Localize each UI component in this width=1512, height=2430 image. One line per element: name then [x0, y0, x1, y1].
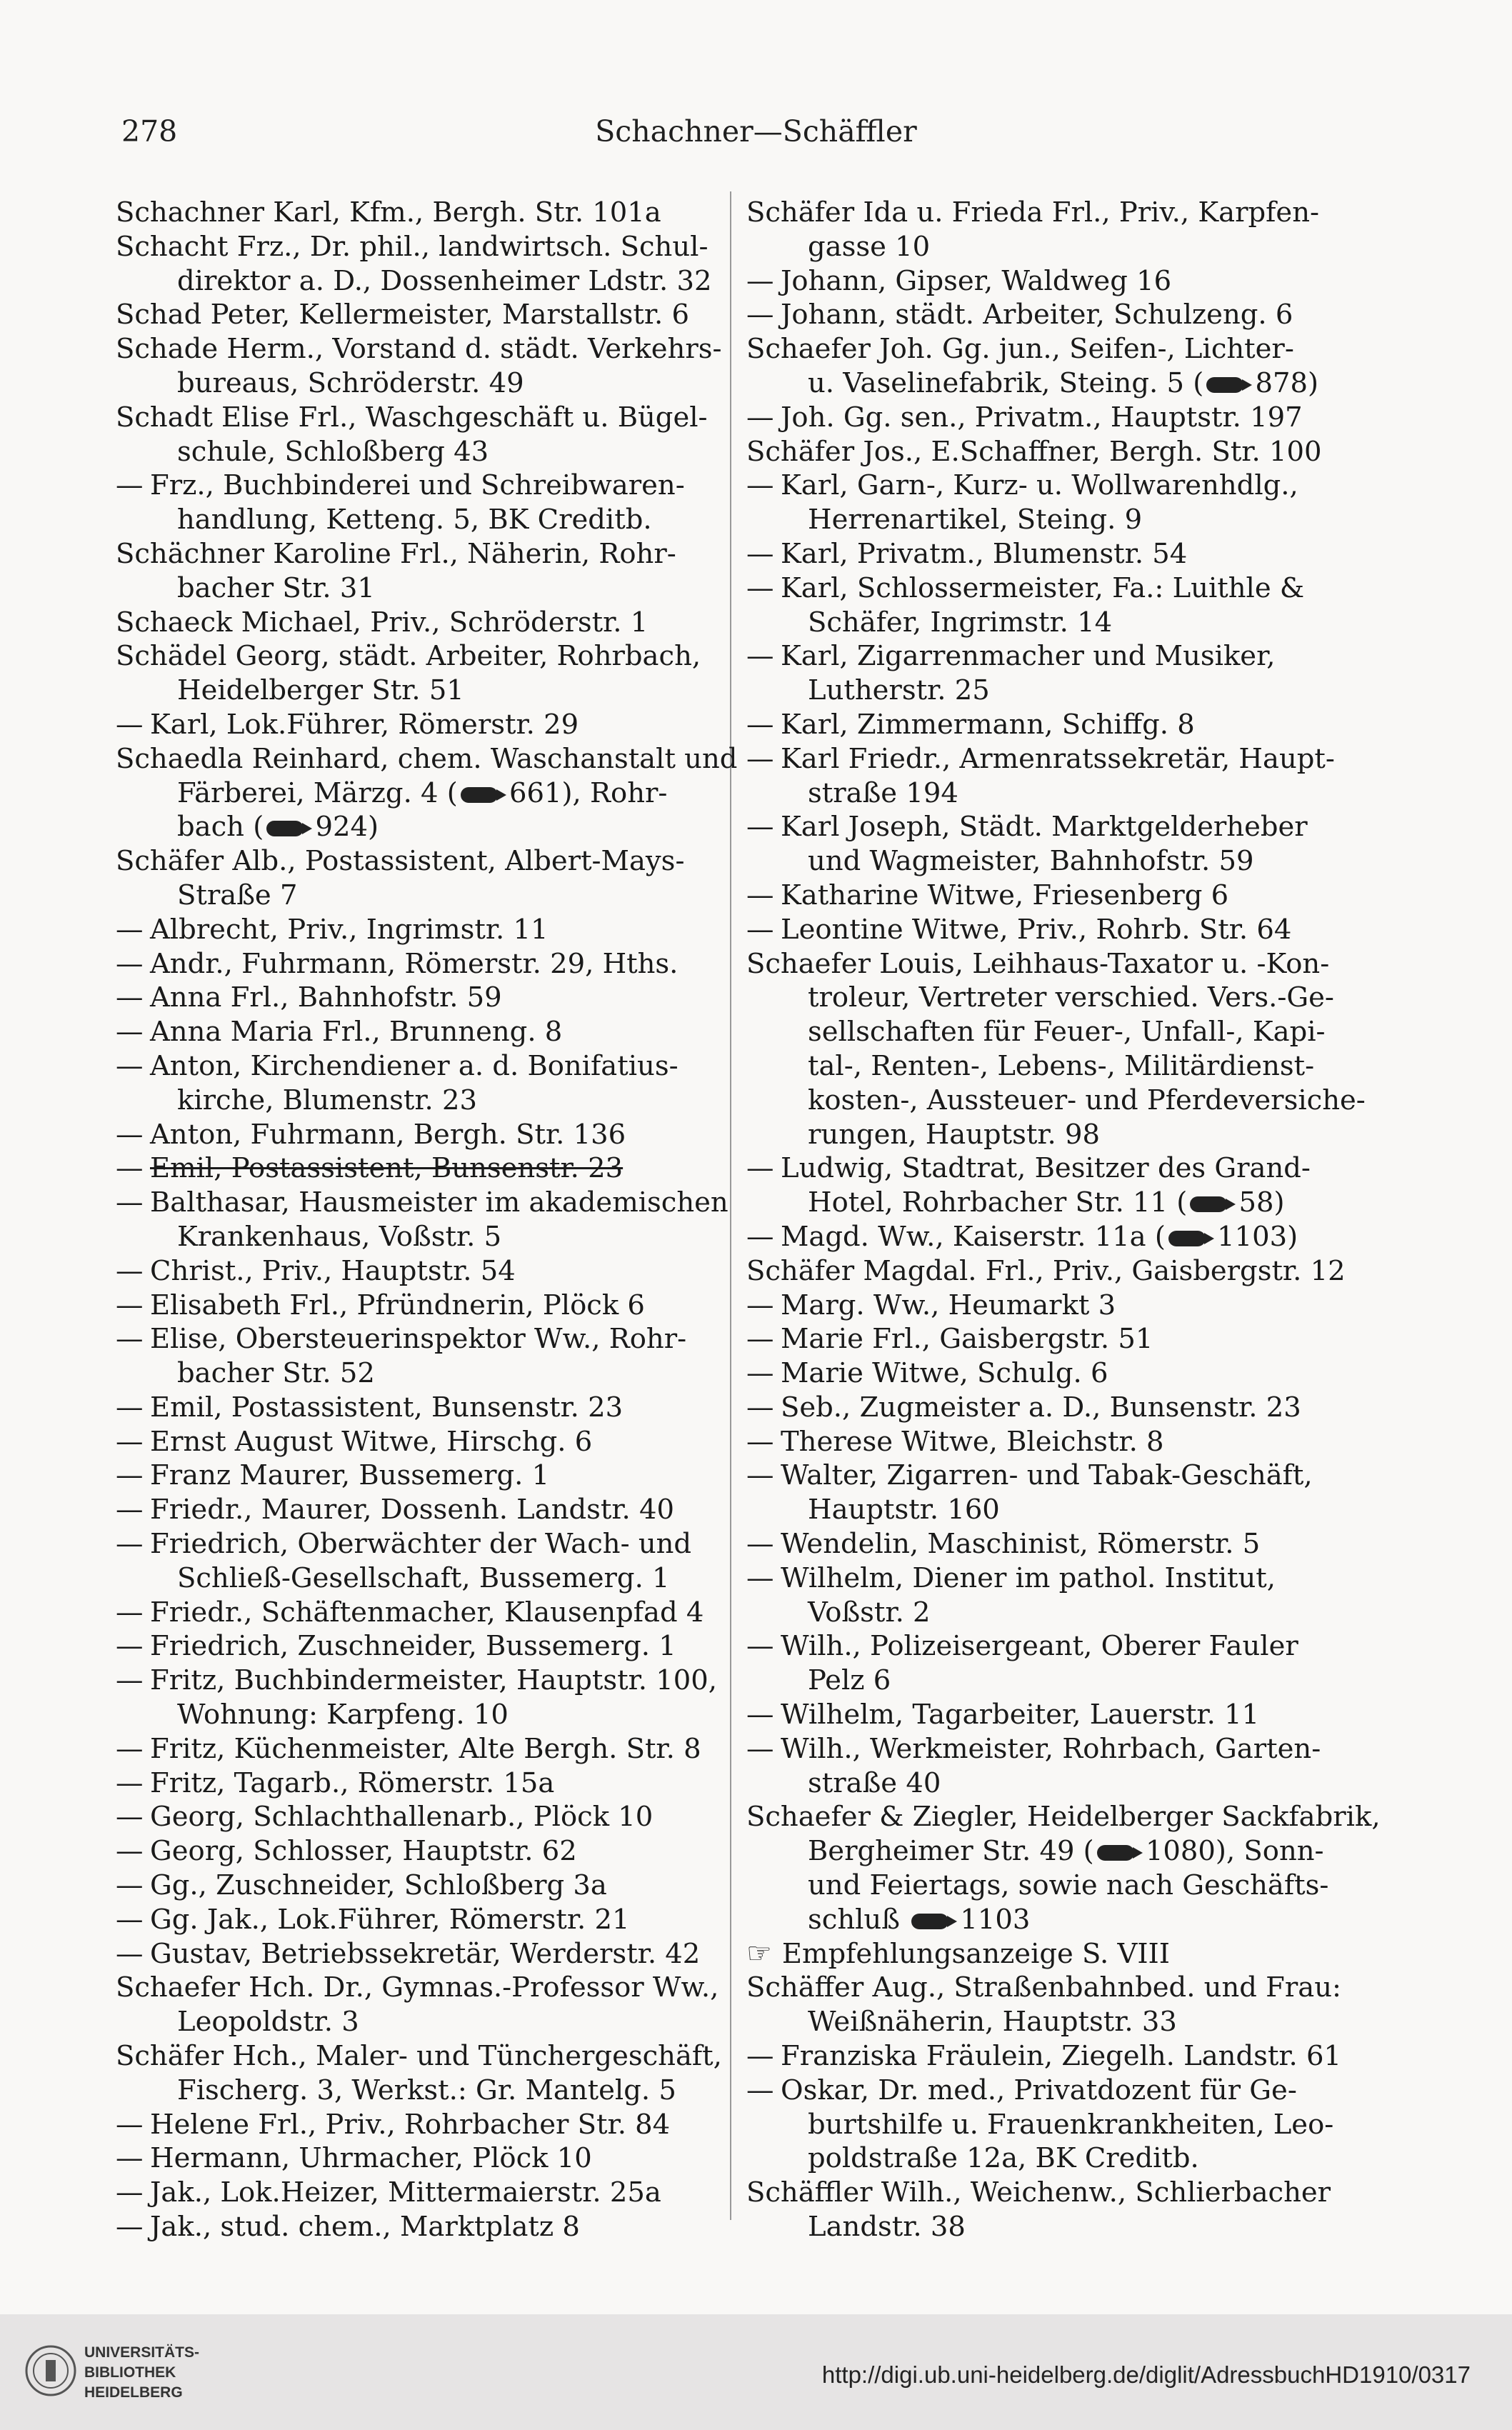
directory-entry [746, 1561, 1382, 1630]
ditto-dash: — [746, 1459, 774, 1492]
entry-line: — Gustav, Betriebssekretär, Werderstr. 42 [116, 1937, 701, 1970]
ditto-dash: — [116, 913, 144, 946]
directory-entry [746, 1322, 1382, 1356]
ditto-dash: — [746, 2040, 774, 2073]
ditto-dash: — [116, 2142, 144, 2175]
directory-entry [746, 401, 1382, 435]
entry-line: Schadt Elise Frl., Waschgeschäft u. Bügel- [116, 401, 708, 434]
ditto-dash: — [746, 469, 774, 502]
library-name: UNIVERSITÄTS- BIBLIOTHEK HEIDELBERG [84, 2344, 200, 2401]
entry-line: — Karl, Garn-, Kurz- u. Wollwarenhdlg., [746, 469, 1298, 502]
entry-continuation: tal-, Renten-, Lebens-, Militärdienst- [808, 1049, 1315, 1082]
directory-entry [116, 947, 730, 981]
ditto-dash: — [116, 1664, 144, 1697]
entry-continuation: Leopoldstr. 3 [177, 2006, 359, 2039]
directory-entry [116, 1493, 730, 1527]
entry-continuation: Pelz 6 [808, 1664, 891, 1697]
entry-continuation: Krankenhaus, Voßstr. 5 [177, 1220, 502, 1253]
entry-continuation: Wohnung: Karpfeng. 10 [177, 1699, 509, 1731]
telephone-icon [1097, 1845, 1134, 1861]
entry-continuation: schule, Schloßberg 43 [177, 435, 489, 468]
directory-entry [746, 639, 1382, 708]
ditto-dash: — [746, 1220, 774, 1253]
directory-entry [746, 1459, 1382, 1527]
entry-line: — Ernst August Witwe, Hirschg. 6 [116, 1425, 593, 1458]
entry-line: — Gg., Zuschneider, Schloßberg 3a [116, 1869, 607, 1902]
directory-entry [116, 230, 730, 299]
entry-line: — Ludwig, Stadtrat, Besitzer des Grand- [746, 1152, 1311, 1185]
entry-line: Schaefer Joh. Gg. jun., Seifen-, Lichter- [746, 333, 1294, 366]
ditto-dash: — [116, 1289, 144, 1321]
entry-continuation: Schließ-Gesellschaft, Bussemerg. 1 [177, 1561, 670, 1594]
telephone-icon [266, 821, 304, 836]
ditto-dash: — [746, 742, 774, 775]
ditto-dash: — [746, 1561, 774, 1594]
directory-entry [746, 1391, 1382, 1425]
entry-continuation: troleur, Vertreter verschied. Vers.-Ge- [808, 981, 1334, 1014]
ditto-dash: — [116, 469, 144, 502]
directory-entry [116, 1186, 730, 1254]
directory-entry [746, 1698, 1382, 1732]
ditto-dash: — [116, 1835, 144, 1868]
entry-line: Schachner Karl, Kfm., Bergh. Str. 101a [116, 196, 661, 229]
entry-line: — Georg, Schlosser, Hauptstr. 62 [116, 1835, 577, 1868]
entry-line: — Anna Maria Frl., Brunneng. 8 [116, 1016, 563, 1049]
directory-entry [746, 708, 1382, 742]
ditto-dash: — [116, 1016, 144, 1049]
directory-entry [116, 1322, 730, 1391]
directory-entry [116, 1869, 730, 1903]
ditto-dash: — [116, 1152, 144, 1185]
ditto-dash: — [746, 1699, 774, 1731]
entry-line: — Johann, Gipser, Waldweg 16 [746, 264, 1172, 297]
directory-entry [116, 401, 730, 469]
directory-entry [746, 435, 1382, 469]
directory-entry [116, 1254, 730, 1289]
entry-line: — Marie Frl., Gaisbergstr. 51 [746, 1323, 1153, 1356]
entry-continuation: Hotel, Rohrbacher Str. 11 ( 58) [808, 1186, 1285, 1219]
entry-continuation: poldstraße 12a, BK Creditb. [808, 2142, 1199, 2175]
directory-entry [746, 2074, 1382, 2176]
ditto-dash: — [116, 947, 144, 980]
entry-line: Schäfer Ida u. Frieda Frl., Priv., Karpfen- [746, 196, 1319, 229]
entry-continuation: Weißnäherin, Hauptstr. 33 [808, 2006, 1177, 2039]
telephone-icon [911, 1914, 948, 1929]
entry-continuation: bach ( 924) [177, 811, 379, 844]
viewer-footer [0, 2314, 1512, 2430]
directory-entry [746, 264, 1382, 299]
telephone-icon [1190, 1196, 1227, 1212]
ditto-dash: — [116, 1254, 144, 1287]
directory-entry [116, 1391, 730, 1425]
entry-line: — Franz Maurer, Bussemerg. 1 [116, 1459, 550, 1492]
ditto-dash: — [746, 1357, 774, 1390]
entry-line: Schaefer Louis, Leihhaus-Taxator u. -Kon- [746, 947, 1330, 980]
directory-entry [746, 913, 1382, 947]
entry-line: — Anton, Fuhrmann, Bergh. Str. 136 [116, 1118, 626, 1151]
ditto-dash: — [746, 2074, 774, 2106]
ditto-dash: — [746, 1630, 774, 1663]
directory-entry [746, 1289, 1382, 1323]
entry-line: — Wilh., Werkmeister, Rohrbach, Garten- [746, 1732, 1321, 1765]
entry-line: — Emil, Postassistent, Bunsenstr. 23 [116, 1391, 624, 1424]
directory-entry [746, 1220, 1382, 1254]
entry-line: — Karl, Zimmermann, Schiffg. 8 [746, 708, 1195, 741]
entry-line: — Johann, städt. Arbeiter, Schulzeng. 6 [746, 299, 1293, 331]
page-number: 278 [121, 114, 178, 149]
entry-continuation: und Wagmeister, Bahnhofstr. 59 [808, 845, 1254, 878]
directory-entry [116, 2141, 730, 2176]
directory-entry [116, 1971, 730, 2039]
entry-line: — Albrecht, Priv., Ingrimstr. 11 [116, 913, 549, 946]
directory-entry [116, 639, 730, 708]
directory-entry [746, 571, 1382, 640]
entry-line: Schaefer Hch. Dr., Gymnas.-Professor Ww., [116, 1971, 719, 2004]
ditto-dash: — [116, 1425, 144, 1458]
ditto-dash: — [746, 571, 774, 604]
ditto-dash: — [116, 1049, 144, 1082]
ditto-dash: — [746, 401, 774, 434]
entry-continuation: und Feiertags, sowie nach Geschäfts- [808, 1869, 1329, 1902]
entry-line: — Franziska Fräulein, Ziegelh. Landstr. 61 [746, 2040, 1341, 2073]
entry-line: Schaefer & Ziegler, Heidelberger Sackfabrik, [746, 1801, 1381, 1834]
entry-continuation: rungen, Hauptstr. 98 [808, 1118, 1101, 1151]
column-divider [730, 191, 731, 2220]
telephone-icon [461, 787, 498, 803]
directory-entry [116, 1015, 730, 1049]
ditto-dash: — [746, 1528, 774, 1561]
entry-line: — Karl Friedr., Armenratssekretär, Haupt- [746, 742, 1335, 775]
ditto-dash: — [116, 1118, 144, 1151]
entry-continuation: Hauptstr. 160 [808, 1494, 1000, 1526]
entry-continuation: Heidelberger Str. 51 [177, 674, 464, 707]
telephone-icon [1168, 1231, 1206, 1246]
ditto-dash: — [116, 1766, 144, 1799]
entry-continuation: bacher Str. 31 [177, 571, 375, 604]
entry-line: — Joh. Gg. sen., Privatm., Hauptstr. 197 [746, 401, 1303, 434]
directory-entry [746, 2176, 1382, 2244]
directory-entry [746, 1425, 1382, 1459]
directory-entry [746, 196, 1382, 264]
ditto-dash: — [746, 537, 774, 570]
directory-entry [746, 1527, 1382, 1561]
directory-entry [116, 1732, 730, 1766]
ditto-dash: — [116, 1459, 144, 1492]
entry-line: — Christ., Priv., Hauptstr. 54 [116, 1254, 516, 1287]
entry-line: — Karl, Privatm., Blumenstr. 54 [746, 537, 1188, 570]
directory-entry [116, 913, 730, 947]
entry-line: — Karl, Schlossermeister, Fa.: Luithle & [746, 571, 1305, 604]
entry-line: — Fritz, Tagarb., Römerstr. 15a [116, 1766, 555, 1799]
entry-line: Schäfer Hch., Maler- und Tünchergeschäft, [116, 2040, 722, 2073]
entry-line: — Jak., Lok.Heizer, Mittermaierstr. 25a [116, 2176, 661, 2209]
entry-line: — Marie Witwe, Schulg. 6 [746, 1357, 1108, 1390]
ditto-dash: — [746, 1732, 774, 1765]
directory-entry [746, 879, 1382, 913]
directory-entry [116, 606, 730, 640]
entry-line: — Jak., stud. chem., Marktplatz 8 [116, 2211, 580, 2244]
left-column [116, 196, 738, 2244]
directory-entry [746, 1732, 1382, 1801]
entry-continuation: Färberei, Märzg. 4 ( 661), Rohr- [177, 776, 668, 809]
entry-line: — Anna Frl., Bahnhofstr. 59 [116, 981, 502, 1014]
directory-entry [116, 332, 730, 401]
ditto-dash: — [116, 1596, 144, 1629]
university-seal-icon [24, 2344, 77, 2397]
entry-continuation: straße 194 [808, 776, 958, 809]
directory-entry [116, 196, 730, 230]
ditto-dash: — [746, 1152, 774, 1185]
directory-entry [746, 1356, 1382, 1391]
directory-entry [746, 947, 1382, 1152]
directory-entry [116, 1903, 730, 1937]
entry-line: — Helene Frl., Priv., Rohrbacher Str. 84 [116, 2108, 671, 2141]
entry-line: Schacht Frz., Dr. phil., landwirtsch. Schul- [116, 230, 709, 263]
ditto-dash: — [116, 1869, 144, 1902]
entry-continuation: handlung, Ketteng. 5, BK Creditb. [177, 504, 652, 536]
directory-entry [116, 2108, 730, 2142]
ditto-dash: — [116, 2108, 144, 2141]
entry-line: — Andr., Fuhrmann, Römerstr. 29, Hths. [116, 947, 679, 980]
directory-entry [116, 2210, 730, 2244]
entry-line: Schade Herm., Vorstand d. städt. Verkehrs- [116, 333, 722, 366]
directory-entry [116, 1766, 730, 1801]
entry-line: — Walter, Zigarren- und Tabak-Geschäft, [746, 1459, 1313, 1492]
ditto-dash: — [746, 264, 774, 297]
entry-line: — Therese Witwe, Bleichstr. 8 [746, 1425, 1164, 1458]
right-column [746, 196, 1382, 2244]
ditto-dash: — [746, 640, 774, 673]
telephone-icon [1206, 377, 1243, 393]
entry-line: — Hermann, Uhrmacher, Plöck 10 [116, 2142, 592, 2175]
ditto-dash: — [746, 1323, 774, 1356]
directory-entry [746, 298, 1382, 332]
ditto-dash: — [116, 1732, 144, 1765]
directory-entry [116, 1629, 730, 1664]
entry-continuation: straße 40 [808, 1766, 941, 1799]
directory-entry [116, 844, 730, 913]
entry-line: — Fritz, Küchenmeister, Alte Bergh. Str. 8 [116, 1732, 701, 1765]
entry-continuation: Straße 7 [177, 879, 298, 911]
directory-entry [746, 1151, 1382, 1220]
entry-line: — Friedr., Maurer, Dossenh. Landstr. 40 [116, 1494, 675, 1526]
entry-continuation: Schäfer, Ingrimstr. 14 [808, 606, 1113, 639]
entry-continuation: Bergheimer Str. 49 ( 1080), Sonn- [808, 1835, 1324, 1868]
entry-continuation: bacher Str. 52 [177, 1357, 375, 1390]
entry-line: — Emil, Postassistent, Bunsenstr. 23 [116, 1152, 624, 1185]
ditto-dash: — [116, 1937, 144, 1970]
entry-line: Schäffer Aug., Straßenbahnbed. und Frau: [746, 1971, 1341, 2004]
entry-line: Schäffler Wilh., Weichenw., Schlierbacher [746, 2176, 1331, 2209]
entry-continuation: sellschaften für Feuer-, Unfall-, Kapi- [808, 1016, 1326, 1049]
entry-line: Schaeck Michael, Priv., Schröderstr. 1 [116, 606, 649, 639]
directory-entry [116, 1596, 730, 1630]
ditto-dash: — [116, 1323, 144, 1356]
entry-line: — Wilhelm, Tagarbeiter, Lauerstr. 11 [746, 1699, 1260, 1731]
ditto-dash: — [116, 1391, 144, 1424]
entry-line: — Wilh., Polizeisergeant, Oberer Fauler [746, 1630, 1298, 1663]
ditto-dash: — [116, 1494, 144, 1526]
directory-entry [116, 1800, 730, 1834]
ditto-dash: — [746, 1289, 774, 1321]
entry-continuation: gasse 10 [808, 230, 931, 263]
directory-entry [116, 708, 730, 742]
entry-line: — Elisabeth Frl., Pfründnerin, Plöck 6 [116, 1289, 645, 1321]
entry-line: Schäfer Alb., Postassistent, Albert-Mays- [116, 845, 685, 878]
entry-continuation: Landstr. 38 [808, 2211, 966, 2244]
directory-entry [116, 1459, 730, 1493]
ditto-dash: — [116, 708, 144, 741]
directory-entry [746, 332, 1382, 401]
entry-continuation: burtshilfe u. Frauenkrankheiten, Leo- [808, 2108, 1334, 2141]
directory-entry [116, 1937, 730, 1971]
directory-entry [116, 742, 738, 844]
entry-line: — Wilhelm, Diener im pathol. Institut, [746, 1561, 1276, 1594]
entry-line: — Fritz, Buchbindermeister, Hauptstr. 100, [116, 1664, 718, 1697]
entry-line: — Karl, Zigarrenmacher und Musiker, [746, 640, 1276, 673]
ditto-dash: — [746, 708, 774, 741]
ditto-dash: — [746, 1425, 774, 1458]
entry-line: — Karl, Lok.Führer, Römerstr. 29 [116, 708, 579, 741]
entry-line: — Seb., Zugmeister a. D., Bunsenstr. 23 [746, 1391, 1301, 1424]
ditto-dash: — [116, 1528, 144, 1561]
directory-entry [116, 2176, 730, 2210]
directory-entry [746, 1937, 1382, 1971]
directory-entry [746, 1254, 1382, 1289]
pointing-hand-icon: ☞ [746, 1936, 772, 1970]
ditto-dash: — [746, 913, 774, 946]
directory-entry [116, 1527, 730, 1596]
directory-entry [116, 1151, 730, 1186]
entry-line: — Karl Joseph, Städt. Marktgelderheber [746, 811, 1308, 844]
entry-line: — Friedrich, Zuschneider, Bussemerg. 1 [116, 1630, 676, 1663]
entry-line: — Magd. Ww., Kaiserstr. 11a ( 1103) [746, 1220, 1298, 1253]
entry-continuation: kirche, Blumenstr. 23 [177, 1084, 478, 1116]
ditto-dash: — [746, 811, 774, 844]
directory-entry [116, 981, 730, 1015]
entry-line: — Frz., Buchbinderei und Schreibwaren- [116, 469, 685, 502]
entry-continuation: Fischerg. 3, Werkst.: Gr. Mantelg. 5 [177, 2074, 676, 2106]
directory-entry [116, 1289, 730, 1323]
directory-entry [746, 1971, 1382, 2039]
entry-line: Schaedla Reinhard, chem. Waschanstalt und [116, 742, 738, 775]
entry-line: ☞ Empfehlungsanzeige S. VIII [746, 1936, 1170, 1970]
directory-entry [116, 2039, 730, 2108]
ditto-dash: — [116, 1630, 144, 1663]
ditto-dash: — [116, 981, 144, 1014]
entry-continuation: Voßstr. 2 [808, 1596, 931, 1629]
ditto-dash: — [746, 1391, 774, 1424]
directory-entry [116, 537, 730, 606]
entry-continuation: bureaus, Schröderstr. 49 [177, 366, 524, 399]
entry-continuation: u. Vaselinefabrik, Steing. 5 ( 878) [808, 366, 1318, 399]
directory-entry [116, 469, 730, 537]
entry-line: — Leontine Witwe, Priv., Rohrb. Str. 64 [746, 913, 1292, 946]
entry-line: — Friedrich, Oberwächter der Wach- und [116, 1528, 692, 1561]
entry-line: — Wendelin, Maschinist, Römerstr. 5 [746, 1528, 1261, 1561]
entry-line: — Gg. Jak., Lok.Führer, Römerstr. 21 [116, 1903, 630, 1936]
entry-line: — Oskar, Dr. med., Privatdozent für Ge- [746, 2074, 1297, 2106]
entry-line: Schächner Karoline Frl., Näherin, Rohr- [116, 537, 676, 570]
directory-entry [746, 810, 1382, 879]
ditto-dash: — [116, 1801, 144, 1834]
ditto-dash: — [116, 2211, 144, 2244]
directory-entry [746, 1629, 1382, 1698]
ditto-dash: — [116, 1903, 144, 1936]
entry-line: Schäfer Magdal. Frl., Priv., Gaisbergstr. 12 [746, 1254, 1346, 1287]
ditto-dash: — [116, 2176, 144, 2209]
entry-continuation: Lutherstr. 25 [808, 674, 990, 707]
entry-line: — Elise, Obersteuerinspektor Ww., Rohr- [116, 1323, 687, 1356]
directory-entry [116, 1049, 730, 1118]
entry-line: — Friedr., Schäftenmacher, Klausenpfad 4 [116, 1596, 704, 1629]
ditto-dash: — [746, 299, 774, 331]
directory-entry [116, 1834, 730, 1869]
directory-entry [116, 298, 730, 332]
entry-continuation: direktor a. D., Dossenheimer Ldstr. 32 [177, 264, 712, 297]
directory-entry [116, 1118, 730, 1152]
entry-line: — Balthasar, Hausmeister im akademischen [116, 1186, 729, 1219]
ditto-dash: — [116, 1186, 144, 1219]
entry-line: — Marg. Ww., Heumarkt 3 [746, 1289, 1116, 1321]
entry-line: Schädel Georg, städt. Arbeiter, Rohrbach, [116, 640, 701, 673]
entry-line: — Katharine Witwe, Friesenberg 6 [746, 879, 1229, 911]
entry-continuation: kosten-, Aussteuer- und Pferdeversiche- [808, 1084, 1366, 1116]
entry-line: — Georg, Schlachthallenarb., Plöck 10 [116, 1801, 654, 1834]
directory-entry [746, 537, 1382, 571]
ditto-dash: — [746, 879, 774, 911]
directory-entry [746, 742, 1382, 811]
directory-entry [746, 2039, 1382, 2074]
source-url-link[interactable]: http://digi.ub.uni-heidelberg.de/diglit/AdressbuchHD1910/0317 [821, 2361, 1471, 2388]
entry-line: — Anton, Kirchendiener a. d. Bonifatius- [116, 1049, 679, 1082]
directory-entry [116, 1664, 730, 1732]
entry-line: Schäfer Jos., E.Schaffner, Bergh. Str. 100 [746, 435, 1322, 468]
directory-entry [116, 1425, 730, 1459]
entry-continuation: Herrenartikel, Steing. 9 [808, 504, 1143, 536]
directory-entry [746, 469, 1382, 537]
running-head: Schachner—Schäffler [595, 114, 917, 149]
entry-continuation: schluß 1103 [808, 1903, 1031, 1936]
entry-line: Schad Peter, Kellermeister, Marstallstr. 6 [116, 299, 689, 331]
directory-entry [746, 1800, 1382, 1936]
